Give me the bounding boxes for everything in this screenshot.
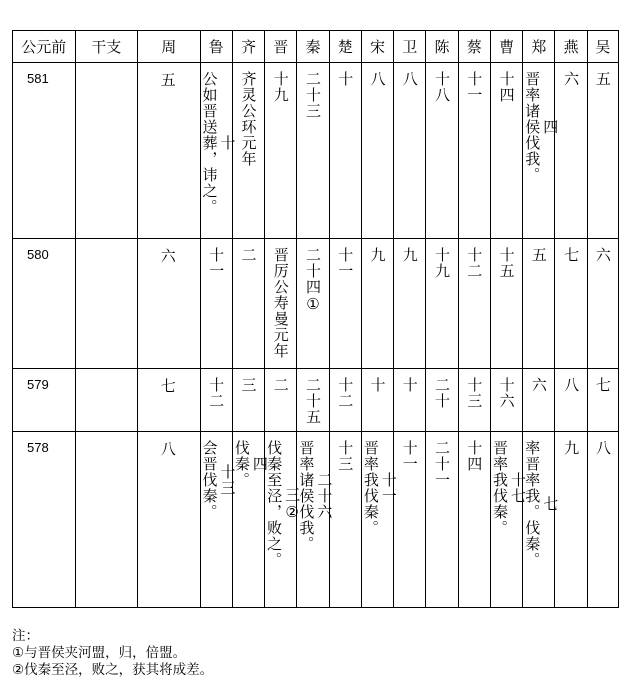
vertical-text: 七 [593,377,612,393]
vertical-text: 九 [400,247,419,263]
state-cell [490,63,522,239]
vertical-text: 三② 伐秦至泾，败之。 [265,440,302,568]
state-cell [458,432,490,608]
table-row [13,369,619,432]
state-cell [138,63,201,239]
state-cell [523,239,555,369]
state-cell [232,239,264,369]
state-cell [265,63,297,239]
vertical-text: 七 [160,377,177,395]
vertical-text: 十二 [336,377,355,409]
vertical-text: 六 [529,377,548,393]
vertical-text: 十 [400,377,419,393]
vertical-text: 十一 [465,71,484,103]
vertical-text: 十一 [336,247,355,279]
vertical-text: 七 率晋率我。伐秦。 [523,440,560,568]
vertical-text: 十一 [207,247,226,279]
state-cell [587,239,618,369]
year-cell: 581 [13,63,76,239]
vertical-text: 十 [336,71,355,87]
note-2: ②伐秦至泾，败之，获其将成差。 [12,662,214,678]
state-cell [458,239,490,369]
state-cell [394,432,426,608]
state-cell [138,369,201,432]
state-cell [200,239,232,369]
chronology-table [12,30,619,608]
vertical-text: 十一 [400,440,419,472]
vertical-text: 七 [562,247,581,263]
column-header: 鲁 [200,31,232,63]
vertical-text: 齐灵公环元年 [239,71,258,167]
vertical-text: 八 [593,440,612,456]
vertical-text: 十二 [207,377,226,409]
state-cell [361,239,393,369]
table-row [13,432,619,608]
year-cell: 578 [13,432,76,608]
vertical-text: 八 [562,377,581,393]
state-cell [232,432,269,608]
state-cell [426,239,458,369]
state-cell [555,239,587,369]
state-cell [297,369,329,432]
vertical-text: 二十三 [303,71,322,119]
vertical-text: 晋厉公寿曼元年 [271,247,290,359]
vertical-text: 十 公如晋送葬，讳之。 [200,71,237,215]
vertical-text: 十六 [497,377,516,409]
state-cell [138,239,201,369]
state-cell [297,63,329,239]
state-cell [555,63,587,239]
state-cell [523,63,560,239]
vertical-text: 四 伐秦。 [232,440,269,488]
state-cell [587,432,618,608]
vertical-text: 十九 [433,247,452,279]
state-cell [587,63,618,239]
vertical-text: 二十一 [433,440,452,488]
vertical-text: 十七 晋率我伐秦。 [490,440,527,536]
column-header: 宋 [361,31,393,63]
state-cell [587,369,618,432]
state-cell [458,369,490,432]
vertical-text: 六 [562,71,581,87]
state-cell [138,432,201,608]
vertical-text: 十四 [465,440,484,472]
vertical-text: 五 [160,71,177,89]
state-cell [200,432,237,608]
state-cell [394,63,426,239]
note-1: ①与晋侯夹河盟，归，倍盟。 [12,645,187,661]
vertical-text: 十八 [433,71,452,103]
notes-section [12,628,213,679]
column-header: 干支 [75,31,138,63]
vertical-text: 四 晋率诸侯伐我。 [523,71,560,183]
state-cell [523,432,560,608]
state-cell [490,369,522,432]
state-cell [297,432,334,608]
vertical-text: 九 [368,247,387,263]
ganzhi-cell [75,63,138,239]
state-cell [232,369,264,432]
vertical-text: 六 [593,247,612,263]
state-cell [361,432,398,608]
vertical-text: 二 [239,247,258,263]
state-cell [265,369,297,432]
ganzhi-cell [75,369,138,432]
year-cell: 579 [13,369,76,432]
vertical-text: 二十 [433,377,452,409]
state-cell [329,239,361,369]
header-row [13,31,619,63]
state-cell [394,369,426,432]
column-header: 晋 [265,31,297,63]
state-cell [329,369,361,432]
column-header: 曹 [490,31,522,63]
vertical-text: 六 [160,247,177,265]
state-cell [555,369,587,432]
state-cell [426,63,458,239]
vertical-text: 八 [400,71,419,87]
vertical-text: 十二 [465,247,484,279]
ganzhi-cell [75,239,138,369]
column-header: 蔡 [458,31,490,63]
vertical-text: 五 [593,71,612,87]
year-cell: 580 [13,239,76,369]
state-cell [426,369,458,432]
state-cell [555,432,587,608]
vertical-text: 九 [562,440,581,456]
table-row [13,239,619,369]
state-cell [297,239,329,369]
column-header: 燕 [555,31,587,63]
vertical-text: 二十六 晋率诸侯伐我。 [297,440,334,552]
vertical-text: 十 [368,377,387,393]
vertical-text: 二 [271,377,290,393]
column-header: 楚 [329,31,361,63]
vertical-text: 十四 [497,71,516,103]
state-cell [361,63,393,239]
state-cell [490,432,527,608]
column-header: 周 [138,31,201,63]
state-cell [329,63,361,239]
vertical-text: 二十五 [303,377,322,425]
vertical-text: 三 [239,377,258,393]
state-cell [265,432,302,608]
column-header: 公元前 [13,31,76,63]
vertical-text: 十三 [465,377,484,409]
column-header: 吴 [587,31,618,63]
vertical-text: 十五 [497,247,516,279]
state-cell [426,432,458,608]
notes-title: 注： [12,628,39,644]
state-cell [200,369,232,432]
vertical-text: 十三 [336,440,355,472]
vertical-text: 八 [368,71,387,87]
state-cell [523,369,555,432]
vertical-text: 十九 [271,71,290,103]
column-header: 卫 [394,31,426,63]
column-header: 郑 [523,31,555,63]
column-header: 陈 [426,31,458,63]
vertical-text: 八 [160,440,177,458]
ganzhi-cell [75,432,138,608]
state-cell [361,369,393,432]
vertical-text: 五 [529,247,548,263]
state-cell [200,63,237,239]
state-cell [265,239,297,369]
vertical-text: 十一 晋率我伐秦。 [361,440,398,536]
vertical-text: 十三 会晋伐秦。 [200,440,237,520]
state-cell [394,239,426,369]
state-cell [490,239,522,369]
column-header: 秦 [297,31,329,63]
state-cell [232,63,264,239]
state-cell [329,432,361,608]
table-row [13,63,619,239]
vertical-text: 二十四① [303,247,322,314]
state-cell [458,63,490,239]
column-header: 齐 [232,31,264,63]
